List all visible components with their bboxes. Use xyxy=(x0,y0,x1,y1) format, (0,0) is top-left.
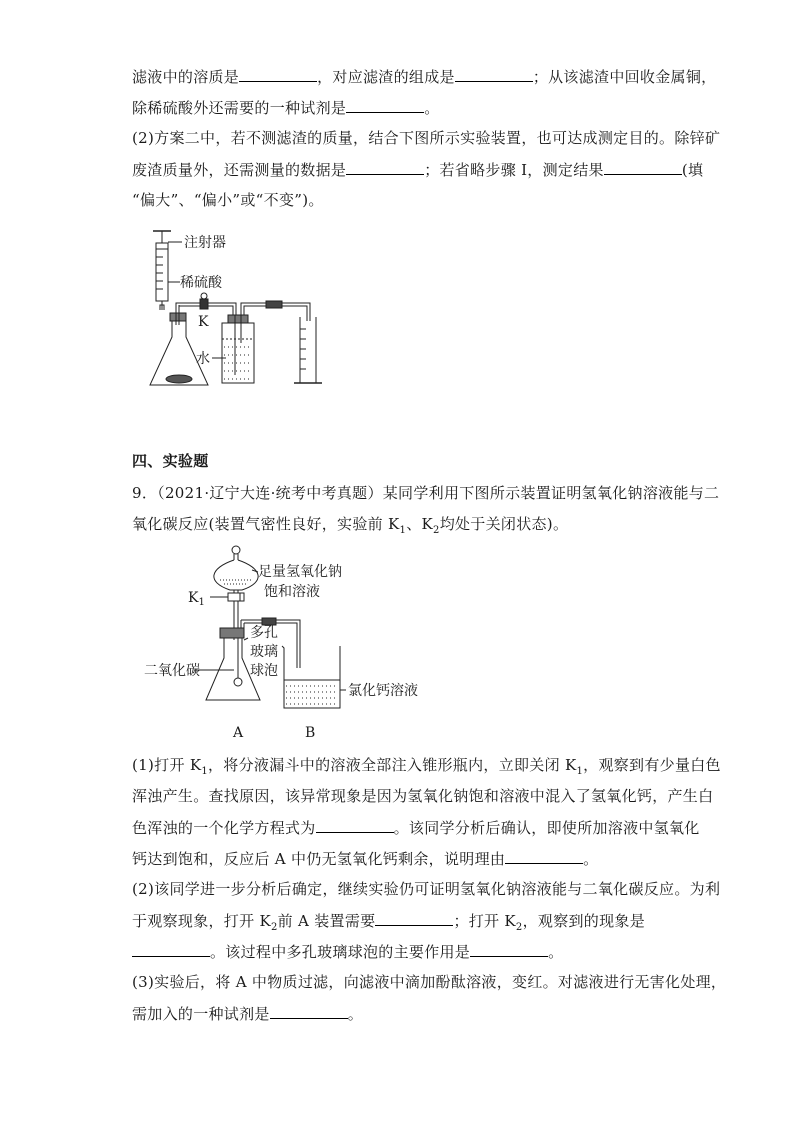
acid-label: 稀硫酸 xyxy=(180,275,222,291)
subscript: 1 xyxy=(399,525,407,536)
q9-part2-line-3 xyxy=(132,941,563,962)
text: 。该过程中多孔玻璃球泡的主要作用是 xyxy=(210,943,471,961)
answer-blank[interactable] xyxy=(316,817,394,833)
text: ；打开 K xyxy=(453,912,516,930)
text: 色浑浊的一个化学方程式为 xyxy=(132,819,316,837)
valve-k-label: K xyxy=(198,314,209,330)
text: ，观察到的现象是 xyxy=(522,912,645,930)
q8-line-5: “偏大”、“偏小”或“不变”)。 xyxy=(132,191,324,209)
answer-blank[interactable] xyxy=(470,941,548,957)
q9-part2-line-1: (2)该同学进一步分析后确定，继续实验仍可证明氢氧化钠溶液能与二氧化碳反应。为利 xyxy=(132,880,721,898)
apparatus-a-label: A xyxy=(233,725,244,741)
text: 滤液中的溶质是 xyxy=(132,68,240,86)
answer-blank[interactable] xyxy=(346,97,424,113)
q9-line-1: 9．（2021·辽宁大连·统考中考真题）某同学利用下图所示装置证明氢氧化钠溶液能与二 xyxy=(132,484,720,502)
text: 。该同学分析后确认，即使所加溶液中氢氧化 xyxy=(393,819,700,837)
text: ，对应滤渣的组成是 xyxy=(317,68,455,86)
text: 。 xyxy=(548,943,564,961)
q9-part1-line-4 xyxy=(132,848,598,869)
text: 氧化碳反应(装置气密性良好，实验前 K xyxy=(132,515,400,533)
text: 除稀硫酸外还需要的一种试剂是 xyxy=(132,99,347,117)
text: (填 xyxy=(681,161,704,179)
subscript: 1 xyxy=(576,766,584,777)
answer-blank[interactable] xyxy=(505,848,583,864)
cacl2-label: 氯化钙溶液 xyxy=(348,683,418,699)
syringe-label: 注射器 xyxy=(184,235,226,251)
q9-part3-line-2 xyxy=(132,1003,363,1024)
apparatus-figure-2 xyxy=(140,540,440,745)
q9-part1-line-3 xyxy=(132,817,700,838)
subscript: 2 xyxy=(270,922,278,933)
naoh-label-line-1: 足量氢氧化钠 xyxy=(258,564,342,580)
text: ；若省略步骤 I，测定结果 xyxy=(424,161,604,179)
q9-part1-line-2: 浑浊产生。查找原因，该异常现象是因为氢氧化钠饱和溶液中混入了氢氧化钙，产生白 xyxy=(132,787,714,805)
q9-part1-line-1 xyxy=(132,755,721,782)
text: (1)打开 K xyxy=(132,756,202,774)
naoh-label-line-2: 饱和溶液 xyxy=(264,584,320,600)
q8-line-1 xyxy=(132,66,716,87)
answer-blank[interactable] xyxy=(604,159,682,175)
subscript: 1 xyxy=(201,766,208,777)
subscript: 2 xyxy=(433,525,440,536)
text: ，观察到有少量白色 xyxy=(583,756,721,774)
text: 于观察现象，打开 K xyxy=(132,912,271,930)
k1-label: $K_1$ xyxy=(188,590,205,608)
section-heading: 四、实验题 xyxy=(132,452,209,470)
answer-blank[interactable] xyxy=(239,66,317,82)
apparatus-figure-1 xyxy=(140,225,330,395)
answer-blank[interactable] xyxy=(375,910,453,926)
subscript: 2 xyxy=(515,922,523,933)
text: 钙达到饱和，反应后 A 中仍无氢氧化钙剩余，说明理由 xyxy=(132,850,506,868)
answer-blank[interactable] xyxy=(132,941,210,957)
apparatus-b-label: B xyxy=(305,725,316,741)
q9-line-2 xyxy=(132,514,568,541)
text: 均处于关闭状态)。 xyxy=(439,515,569,533)
q8-line-3: (2)方案二中，若不测滤渣的质量，结合下图所示实验装置，也可达成测定目的。除锌矿 xyxy=(132,129,721,147)
q8-line-2 xyxy=(132,97,440,118)
water-label: 水 xyxy=(196,351,210,367)
q9-part3-line-1: (3)实验后，将 A 中物质过滤，向滤液中滴加酚酞溶液，变红。对滤液进行无害化处理， xyxy=(132,973,727,991)
answer-blank[interactable] xyxy=(346,159,424,175)
answer-blank[interactable] xyxy=(270,1003,348,1019)
text: ，将分液漏斗中的溶液全部注入锥形瓶内，立即关闭 K xyxy=(208,756,577,774)
q9-part2-line-2 xyxy=(132,910,645,938)
text: 、K xyxy=(406,515,434,533)
text: 前 A 装置需要 xyxy=(277,912,376,930)
text: 。 xyxy=(424,99,440,117)
co2-label: 二氧化碳 xyxy=(144,663,200,679)
text: 。 xyxy=(347,1005,364,1023)
q8-line-4 xyxy=(132,159,703,180)
glass-bubbler-label-3: 球泡 xyxy=(250,663,278,679)
answer-blank[interactable] xyxy=(455,66,533,82)
glass-bubbler-label-1: 多孔 xyxy=(250,625,278,641)
text: 废渣质量外，还需测量的数据是 xyxy=(132,161,347,179)
text: ；从该滤渣中回收金属铜， xyxy=(532,68,717,86)
text: 。 xyxy=(583,850,599,868)
glass-bubbler-label-2: 玻璃 xyxy=(250,644,278,660)
text: 需加入的一种试剂是 xyxy=(132,1005,270,1023)
